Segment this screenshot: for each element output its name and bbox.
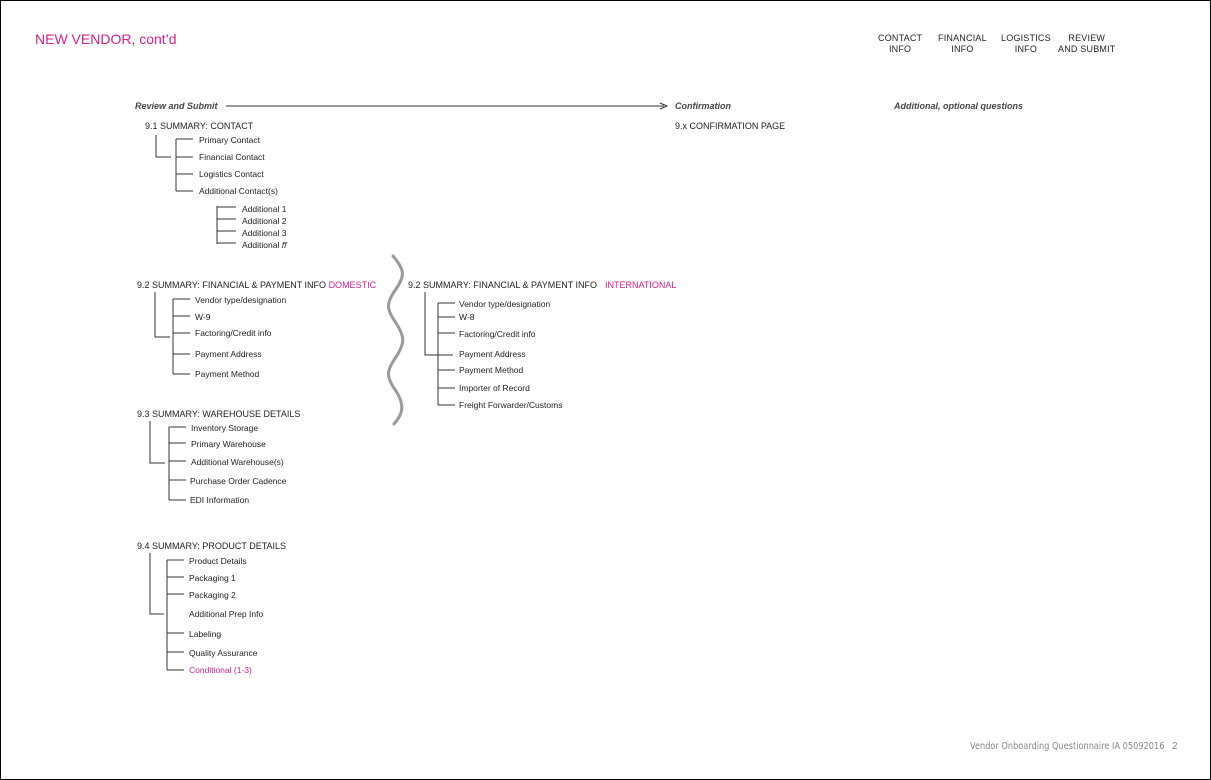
product-summary-title: 9.4 SUMMARY: PRODUCT DETAILS — [137, 541, 287, 551]
nav-label-line1: FINANCIAL — [938, 33, 987, 43]
international-tag: INTERNATIONAL — [605, 280, 677, 290]
nav-logistics-info[interactable] — [1001, 33, 1051, 55]
contact-item: Logistics Contact — [199, 169, 264, 179]
column-header-confirmation: Confirmation — [675, 101, 731, 111]
additional-label: Additional — [242, 204, 280, 214]
warehouse-item: Additional Warehouse(s) — [191, 457, 284, 467]
additional-label: Additional — [242, 228, 280, 238]
warehouse-item: Primary Warehouse — [191, 439, 266, 449]
financial-international-item: Payment Address — [459, 349, 526, 359]
product-item: Product Details — [189, 556, 247, 566]
warehouse-item: Purchase Order Cadence — [190, 476, 287, 486]
additional-number: 1 — [281, 204, 287, 214]
financial-domestic-title — [137, 280, 376, 290]
contact-item: Primary Contact — [199, 135, 260, 145]
product-item: Packaging 1 — [189, 573, 236, 583]
product-item: Packaging 2 — [189, 590, 236, 600]
financial-international-item: Vendor type/designation — [459, 299, 551, 309]
domestic-tag: DOMESTIC — [328, 280, 377, 290]
contact-summary-title: 9.1 SUMMARY: CONTACT — [145, 121, 254, 131]
additional-number: 2 — [281, 216, 287, 226]
additional-contact-item — [242, 240, 286, 250]
financial-domestic-label: 9.2 SUMMARY: FINANCIAL & PAYMENT INFO — [137, 280, 327, 290]
financial-domestic-item: Vendor type/designation — [195, 295, 287, 305]
wavy-separator — [389, 256, 403, 424]
nav-label-line2: AND SUBMIT — [1058, 44, 1116, 54]
warehouse-item: Inventory Storage — [191, 423, 259, 433]
page-title: NEW VENDOR, cont’d — [35, 31, 177, 47]
nav-contact-info[interactable] — [878, 33, 922, 55]
nav-label-line1: LOGISTICS — [1001, 33, 1051, 43]
warehouse-item: EDI Information — [190, 495, 250, 505]
financial-domestic-item: Payment Address — [195, 349, 262, 359]
contact-item: Financial Contact — [199, 152, 265, 162]
financial-international-tree-lines — [425, 292, 455, 405]
product-tree-lines — [150, 553, 184, 670]
contact-item: Additional Contact(s) — [199, 186, 278, 196]
product-item: Additional Prep Info — [189, 609, 264, 619]
column-header-additional: Additional, optional questions — [894, 101, 1023, 111]
nav-label-line2: INFO — [951, 44, 974, 54]
financial-domestic-item: W-9 — [195, 312, 211, 322]
nav-label-line2: INFO — [1014, 44, 1038, 54]
additional-contact-item — [242, 228, 286, 238]
additional-number: 3 — [281, 228, 287, 238]
financial-international-item: Payment Method — [459, 365, 524, 375]
nav-review-and-submit[interactable] — [1058, 33, 1116, 55]
nav-financial-info[interactable] — [938, 33, 987, 55]
nav-label-line2: INFO — [888, 44, 912, 54]
financial-international-title: 9.2 SUMMARY: FINANCIAL & PAYMENT INFO — [408, 280, 598, 290]
page-number: 2 — [1172, 741, 1178, 752]
financial-international-item: Importer of Record — [459, 383, 530, 393]
additional-contact-item — [242, 216, 286, 226]
product-item: Quality Assurance — [189, 648, 258, 658]
financial-international-item: W-8 — [459, 312, 475, 322]
nav-label-line1: REVIEW — [1068, 33, 1106, 43]
confirmation-page-node: 9.x CONFIRMATION PAGE — [675, 121, 786, 131]
footer-document-title: Vendor Onboarding Questionnaire IA 05092016 — [970, 741, 1165, 752]
financial-international-item: Factoring/Credit info — [459, 329, 536, 339]
financial-domestic-tree-lines — [155, 292, 190, 374]
nav-label-line1: CONTACT — [878, 33, 923, 43]
product-item-conditional: Conditional (1-3) — [189, 665, 252, 675]
warehouse-tree-lines — [150, 421, 186, 500]
financial-domestic-item: Payment Method — [195, 369, 260, 379]
additional-label: Additional — [242, 216, 280, 226]
product-item: Labeling — [189, 629, 222, 639]
column-header-review: Review and Submit — [135, 101, 218, 111]
additional-contact-item — [242, 204, 286, 214]
financial-international-item: Freight Forwarder/Customs — [459, 400, 563, 410]
financial-domestic-item: Factoring/Credit info — [195, 328, 272, 338]
additional-label: Additional — [242, 240, 280, 250]
warehouse-summary-title: 9.3 SUMMARY: WAREHOUSE DETAILS — [137, 409, 301, 419]
additional-number: ff — [281, 240, 287, 250]
